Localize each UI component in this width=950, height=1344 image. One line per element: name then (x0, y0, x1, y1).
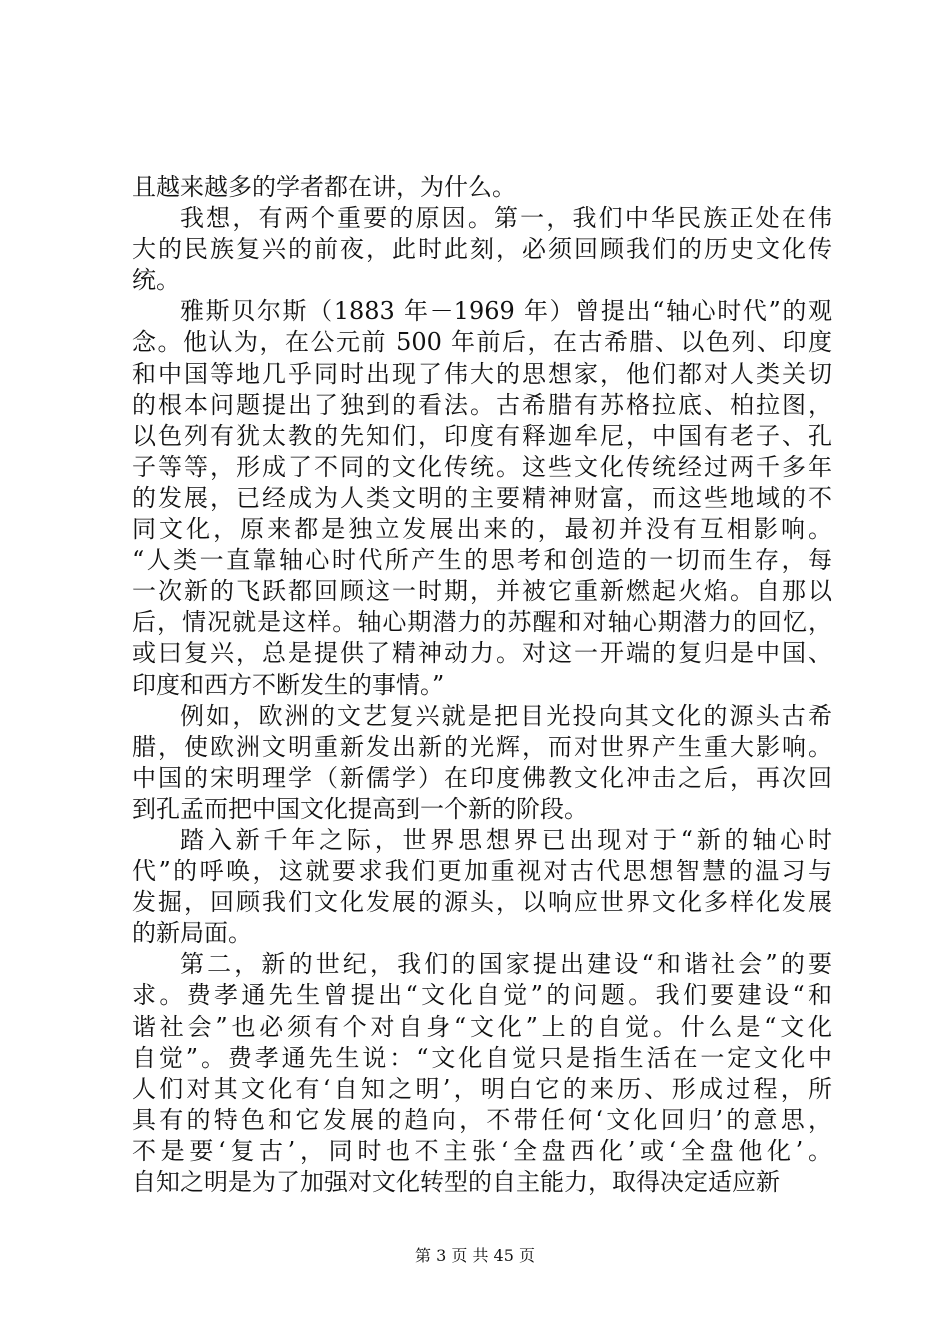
text-line: “人类一直靠轴心时代所产生的思考和创造的一切而生存，每 (132, 546, 832, 575)
text-line: 的根本问题提出了独到的看法。古希腊有苏格拉底、柏拉图， (132, 390, 832, 419)
paragraph (132, 949, 832, 1198)
text-line: 同文化，原来都是独立发展出来的，最初并没有互相影响。 (132, 515, 832, 544)
text-line: 念。他认为，在公元前 500 年前后，在古希腊、以色列、印度 (132, 328, 832, 357)
text-line: 后，情况就是这样。轴心期潜力的苏醒和对轴心期潜力的回忆， (132, 608, 832, 637)
text-line: 雅斯贝尔斯（1883 年－1969 年）曾提出“轴心时代”的观 (180, 297, 832, 326)
text-line: 第二，新的世纪，我们的国家提出建设“和谐社会”的要 (180, 950, 832, 979)
text-line: 人们对其文化有‘自知之明’，明白它的来历、形成过程，所 (132, 1074, 832, 1103)
text-line: 求。费孝通先生曾提出“文化自觉”的问题。我们要建设“和 (132, 981, 832, 1010)
text-line: 子等等，形成了不同的文化传统。这些文化传统经过两千多年 (132, 452, 832, 481)
text-line: 代”的呼唤，这就要求我们更加重视对古代思想智慧的温习与 (132, 857, 832, 886)
text-line: 一次新的飞跃都回顾这一时期，并被它重新燃起火焰。自那以 (132, 577, 832, 606)
text-line: 且越来越多的学者都在讲，为什么。 (132, 173, 516, 201)
body-text (132, 172, 832, 1198)
text-line: 或曰复兴，总是提供了精神动力。对这一开端的复归是中国、 (132, 639, 832, 668)
text-line: 我想，有两个重要的原因。第一，我们中华民族正处在伟 (180, 204, 832, 233)
text-line: 到孔孟而把中国文化提高到一个新的阶段。 (132, 794, 588, 823)
text-line: 踏入新千年之际，世界思想界已出现对于“新的轴心时 (180, 825, 832, 854)
text-line: 谐社会”也必须有个对自身“文化”上的自觉。什么是“文化 (132, 1012, 832, 1041)
text-line: 和中国等地几乎同时出现了伟大的思想家，他们都对人类关切 (132, 359, 832, 388)
text-line: 发掘，回顾我们文化发展的源头，以响应世界文化多样化发展 (132, 888, 832, 917)
text-line: 统。 (132, 266, 180, 295)
paragraph (132, 701, 832, 825)
text-line: 的新局面。 (132, 919, 252, 948)
text-line: 例如，欧洲的文艺复兴就是把目光投向其文化的源头古希 (180, 701, 832, 730)
text-line: 印度和西方不断发生的事情。” (132, 670, 445, 699)
text-line: 大的民族复兴的前夜，此时此刻，必须回顾我们的历史文化传 (132, 235, 832, 264)
paragraph (132, 296, 832, 700)
text-line: 中国的宋明理学（新儒学）在印度佛教文化冲击之后，再次回 (132, 763, 832, 792)
text-line: 腊，使欧洲文明重新发出新的光辉，而对世界产生重大影响。 (132, 732, 832, 761)
paragraph (132, 172, 832, 203)
text-line: 不是要‘复古’，同时也不主张‘全盘西化’或‘全盘他化’。 (132, 1136, 832, 1165)
paragraph (132, 203, 832, 296)
text-line: 以色列有犹太教的先知们，印度有释迦牟尼，中国有老子、孔 (132, 421, 832, 450)
text-line: 具有的特色和它发展的趋向，不带任何‘文化回归’的意思， (132, 1105, 832, 1134)
paragraph (132, 825, 832, 949)
page-footer: 第 3 页 共 45 页 (415, 1246, 535, 1265)
text-line: 的发展，已经成为人类文明的主要精神财富，而这些地域的不 (132, 483, 832, 512)
text-line: 自觉”。费孝通先生说：“文化自觉只是指生活在一定文化中 (132, 1043, 832, 1072)
text-line: 自知之明是为了加强对文化转型的自主能力，取得决定适应新 (132, 1168, 780, 1196)
